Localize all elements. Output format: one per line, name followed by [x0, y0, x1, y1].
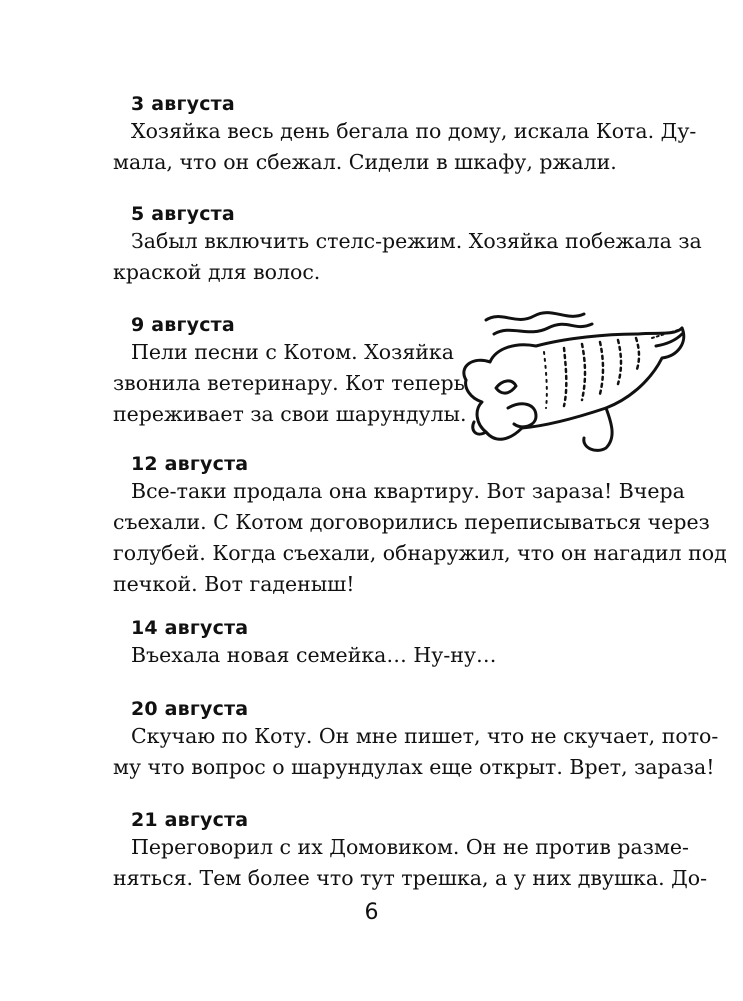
text-line: Пели песни с Котом. Хозяйка — [131, 340, 454, 364]
entry-date: 21 августа — [131, 809, 249, 831]
diary-entry — [113, 92, 697, 178]
page-number: 6 — [364, 900, 379, 925]
entry-date: 14 августа — [131, 617, 249, 639]
entry-date: 20 августа — [131, 698, 249, 720]
text-line: мала, что он сбежал. Сидели в шкафу, ржали. — [113, 150, 617, 174]
text-line: Все-таки продала она квартиру. Вот зараза! Вчера — [131, 479, 685, 503]
text-line: Въехала новая семейка… Ну-ну… — [131, 643, 497, 667]
entry-text — [113, 832, 708, 894]
text-line: Хозяйка весь день бегала по дому, искала Кота. Ду- — [131, 119, 697, 143]
text-line: няться. Тем более что тут трешка, а у них двушка. До- — [113, 866, 708, 890]
text-line: звонила ветеринару. Кот теперь — [113, 371, 465, 395]
entry-text — [113, 476, 727, 600]
diary-entry — [113, 808, 708, 894]
text-line: му что вопрос о шарундулах еще открыт. Врет, зараза! — [113, 755, 715, 779]
entry-date: 3 августа — [131, 93, 235, 115]
entry-date: 12 августа — [131, 453, 249, 475]
entry-date: 5 августа — [131, 203, 235, 225]
entry-text — [113, 337, 467, 430]
text-line: Переговорил с их Домовиком. Он не против разме- — [131, 835, 689, 859]
diary-entry — [113, 452, 727, 600]
text-line: краской для волос. — [113, 260, 321, 284]
text-line: съехали. С Котом договорились переписываться через — [113, 510, 710, 534]
text-line: Забыл включить стелс-режим. Хозяйка побежала за — [131, 229, 702, 253]
entry-date: 9 августа — [131, 314, 235, 336]
entry-text — [113, 226, 702, 288]
sleeping-cat-icon — [456, 308, 692, 456]
diary-entry — [113, 697, 719, 783]
entry-text — [113, 721, 719, 783]
text-line: переживает за свои шарундулы. — [113, 402, 467, 426]
diary-entry — [113, 313, 467, 430]
diary-entry — [113, 616, 683, 671]
text-line: печкой. Вот гаденыш! — [113, 572, 355, 596]
text-line: Скучаю по Коту. Он мне пишет, что не скучает, пото- — [131, 724, 719, 748]
entry-text — [113, 116, 697, 178]
text-line: голубей. Когда съехали, обнаружил, что он нагадил под — [113, 541, 727, 565]
entry-text — [113, 640, 683, 671]
diary-entry — [113, 202, 702, 288]
